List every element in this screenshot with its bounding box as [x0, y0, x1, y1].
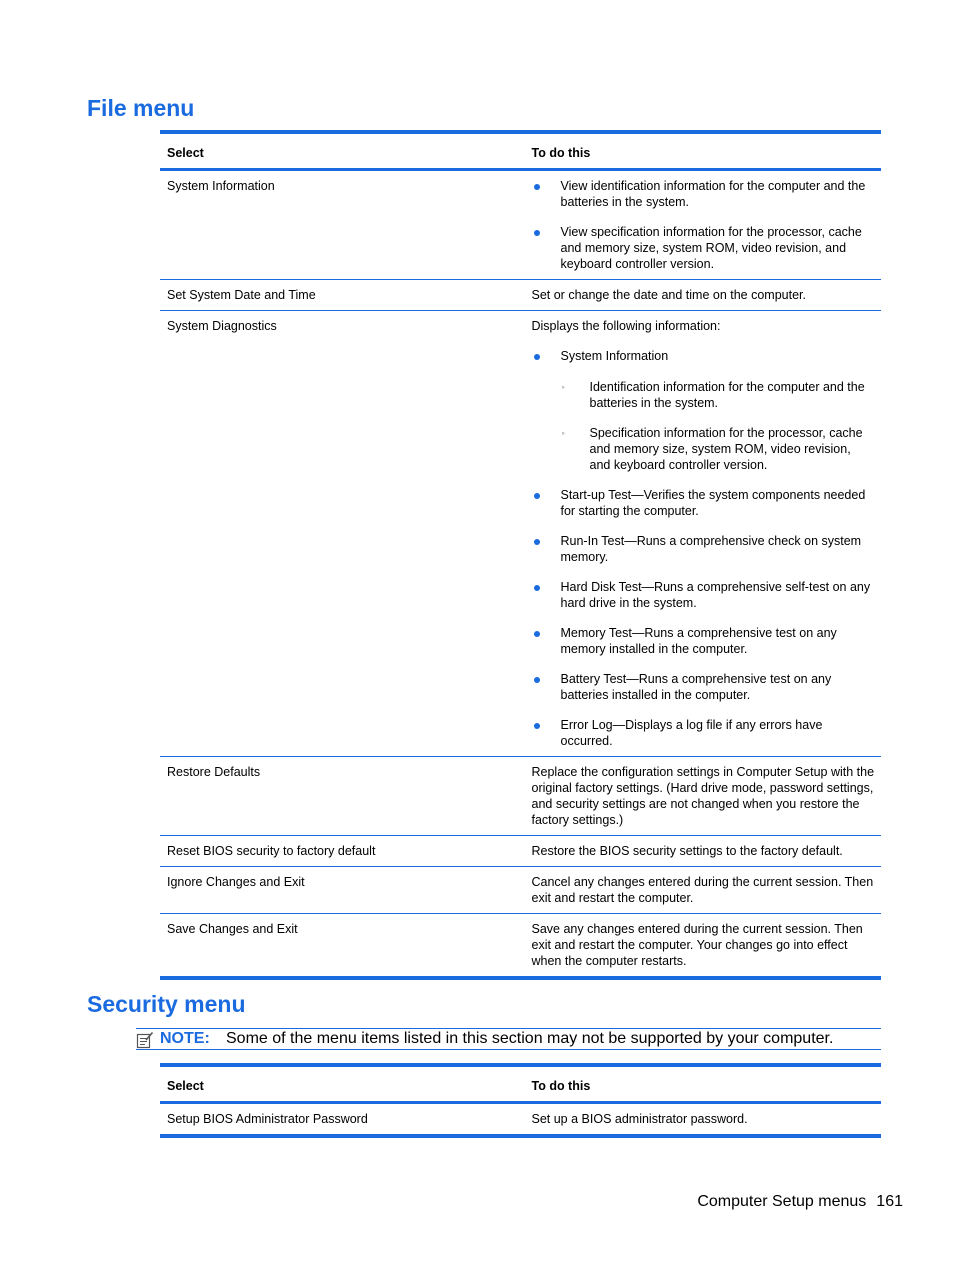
- file-menu-heading: File menu: [87, 95, 195, 121]
- row-intro-text: Displays the following information:: [531, 319, 721, 333]
- bullet-icon: [534, 184, 540, 190]
- sub-list-item-text: Identification information for the computer and the batteries in the system.: [589, 380, 865, 410]
- bullet-icon: [534, 585, 540, 591]
- bullet-list: [532, 178, 876, 272]
- note-label: NOTE:: [160, 1030, 210, 1047]
- table-header-row: [160, 1065, 881, 1103]
- list-item-text: View specification information for the processor, cache and memory size, system ROM, video revision, and keyboard controller version.: [560, 225, 862, 271]
- bullet-icon: [534, 493, 540, 499]
- list-item-text: Run-In Test—Runs a comprehensive check on system memory.: [560, 534, 862, 564]
- bullet-icon: [534, 723, 540, 729]
- page-footer: [697, 1192, 903, 1212]
- file-menu-table: [160, 130, 881, 980]
- list-item: [532, 487, 876, 519]
- bullet-icon: [534, 539, 540, 545]
- list-item-text: View identification information for the computer and the batteries in the system.: [560, 179, 866, 209]
- row-select-cell: System Diagnostics: [160, 311, 524, 757]
- list-item-text: Battery Test—Runs a comprehensive test on any batteries installed in the computer.: [560, 672, 832, 702]
- row-todo-cell: [524, 311, 881, 757]
- note-box: [136, 1028, 881, 1050]
- list-item-text: Error Log—Displays a log file if any errors have occurred.: [560, 718, 823, 748]
- row-select-cell: Reset BIOS security to factory default: [160, 836, 524, 867]
- table-row: [160, 1103, 881, 1137]
- column-header-select: Select: [160, 1065, 524, 1103]
- list-item-text: Memory Test—Runs a comprehensive test on any memory installed in the computer.: [560, 626, 837, 656]
- table-row: [160, 757, 881, 836]
- bullet-icon: [534, 354, 540, 360]
- bullet-icon: [534, 230, 540, 236]
- bullet-list: [532, 348, 876, 749]
- row-todo-cell: Set up a BIOS administrator password.: [524, 1103, 881, 1137]
- column-header-todo: To do this: [524, 132, 881, 170]
- list-item: [532, 625, 876, 657]
- list-item-text: System Information: [560, 349, 669, 363]
- list-item-text: Hard Disk Test—Runs a comprehensive self-test on any hard drive in the system.: [560, 580, 871, 610]
- list-item: [532, 533, 876, 565]
- sub-bullet-list: [561, 379, 876, 473]
- table-row: [160, 170, 881, 280]
- sub-bullet-icon: ◦: [561, 428, 565, 438]
- bullet-icon: [534, 677, 540, 683]
- list-item: [532, 348, 876, 473]
- row-select-cell: Save Changes and Exit: [160, 914, 524, 979]
- sub-list-item-text: Specification information for the processor, cache and memory size, system ROM, video revision, and keyboard controller version.: [589, 426, 863, 472]
- footer-section-title: Computer Setup menus: [697, 1193, 867, 1210]
- security-menu-heading: Security menu: [87, 991, 246, 1017]
- row-todo-cell: Replace the configuration settings in Computer Setup with the original factory settings. (Hard drive mode, password settings, and security settings are not changed when you restore the factory settings.): [524, 757, 881, 836]
- row-select-cell: Restore Defaults: [160, 757, 524, 836]
- list-item-text: Start-up Test—Verifies the system components needed for starting the computer.: [560, 488, 866, 518]
- table-row: [160, 914, 881, 979]
- sub-bullet-icon: ◦: [561, 382, 565, 392]
- table-header-row: [160, 132, 881, 170]
- row-todo-cell: Restore the BIOS security settings to the factory default.: [524, 836, 881, 867]
- row-select-cell: Set System Date and Time: [160, 280, 524, 311]
- row-todo-cell: [524, 170, 881, 280]
- sub-list-item: [561, 379, 876, 411]
- list-item: [532, 224, 876, 272]
- column-header-select: Select: [160, 132, 524, 170]
- row-todo-cell: Cancel any changes entered during the current session. Then exit and restart the computer.: [524, 867, 881, 914]
- table-row: [160, 311, 881, 757]
- sub-list-item: [561, 425, 876, 473]
- list-item: [532, 579, 876, 611]
- note-icon: [136, 1031, 154, 1049]
- page-number: 161: [876, 1193, 903, 1210]
- column-header-todo: To do this: [524, 1065, 881, 1103]
- row-todo-cell: Save any changes entered during the current session. Then exit and restart the computer. Your changes go into effect when the computer restarts.: [524, 914, 881, 979]
- note-text: Some of the menu items listed in this section may not be supported by your computer.: [226, 1030, 834, 1047]
- table-row: [160, 836, 881, 867]
- row-todo-cell: Set or change the date and time on the computer.: [524, 280, 881, 311]
- list-item: [532, 717, 876, 749]
- table-row: [160, 280, 881, 311]
- list-item: [532, 671, 876, 703]
- row-select-cell: Setup BIOS Administrator Password: [160, 1103, 524, 1137]
- table-row: [160, 867, 881, 914]
- list-item: [532, 178, 876, 210]
- security-menu-table: [160, 1063, 881, 1138]
- bullet-icon: [534, 631, 540, 637]
- row-select-cell: System Information: [160, 170, 524, 280]
- row-select-cell: Ignore Changes and Exit: [160, 867, 524, 914]
